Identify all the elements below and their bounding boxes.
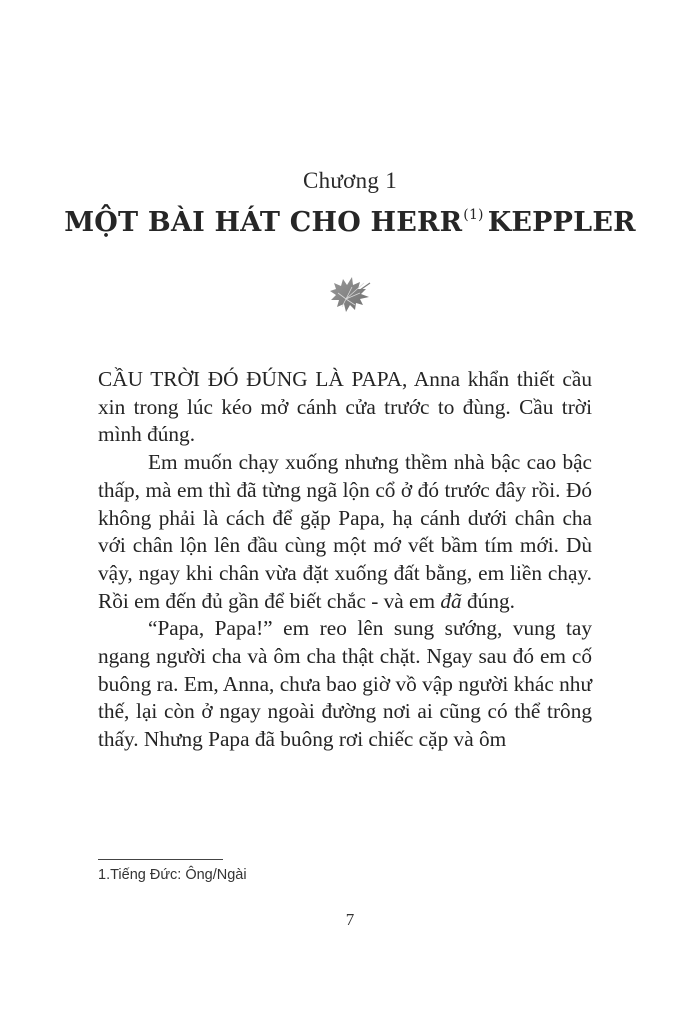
paragraph-2 [98, 449, 592, 615]
paragraph-2-text: Em muốn chạy xuống nhưng thềm nhà bậc cao bậc thấp, mà em thì đã từng ngã lộn cổ ở đó trước đây rồi. Đó không phải là cách để gặp Papa, hạ cánh dưới chân cha với chân lộn lên đầu cùng một mớ vết bầm tím mới. Dù vậy, ngay khi chân vừa đặt xuống đất bằng, em liền chạy. Rồi em đến đủ gần để biết chắc - và em [98, 450, 592, 613]
page-number: 7 [345, 910, 355, 929]
maple-leaf-icon [322, 273, 374, 319]
paragraph-3: “Papa, Papa!” em reo lên sung sướng, vung tay ngang người cha và ôm cha thật chặt. Ngay sau đó em cố buông ra. Em, Anna, chưa bao giờ vồ vập người khác như thế, lại còn ở ngay ngoài đường nơi ai cũng có thể trông thấy. Nhưng Papa đã buông rơi chiếc cặp và ôm [98, 616, 592, 752]
footnote: 1.Tiếng Đức: Ông/Ngài [98, 867, 247, 883]
footnote-reference: (1) [463, 207, 484, 223]
chapter-title-part2: KEPPLER [487, 207, 636, 238]
chapter-title-part1: MỘT BÀI HÁT CHO HERR [64, 207, 463, 238]
paragraph-2-tail: đúng. [461, 588, 515, 613]
chapter-number: Chương 1 [302, 168, 398, 193]
chapter-body [98, 366, 592, 754]
emphasis-text: đã [440, 588, 462, 613]
footnote-divider [98, 859, 223, 860]
chapter-title [0, 207, 700, 238]
paragraph-1: CẦU TRỜI ĐÓ ĐÚNG LÀ PAPA, Anna khẩn thiết cầu xin trong lúc kéo mở cánh cửa trước to đùng. Cầu trời mình đúng. [98, 367, 592, 447]
